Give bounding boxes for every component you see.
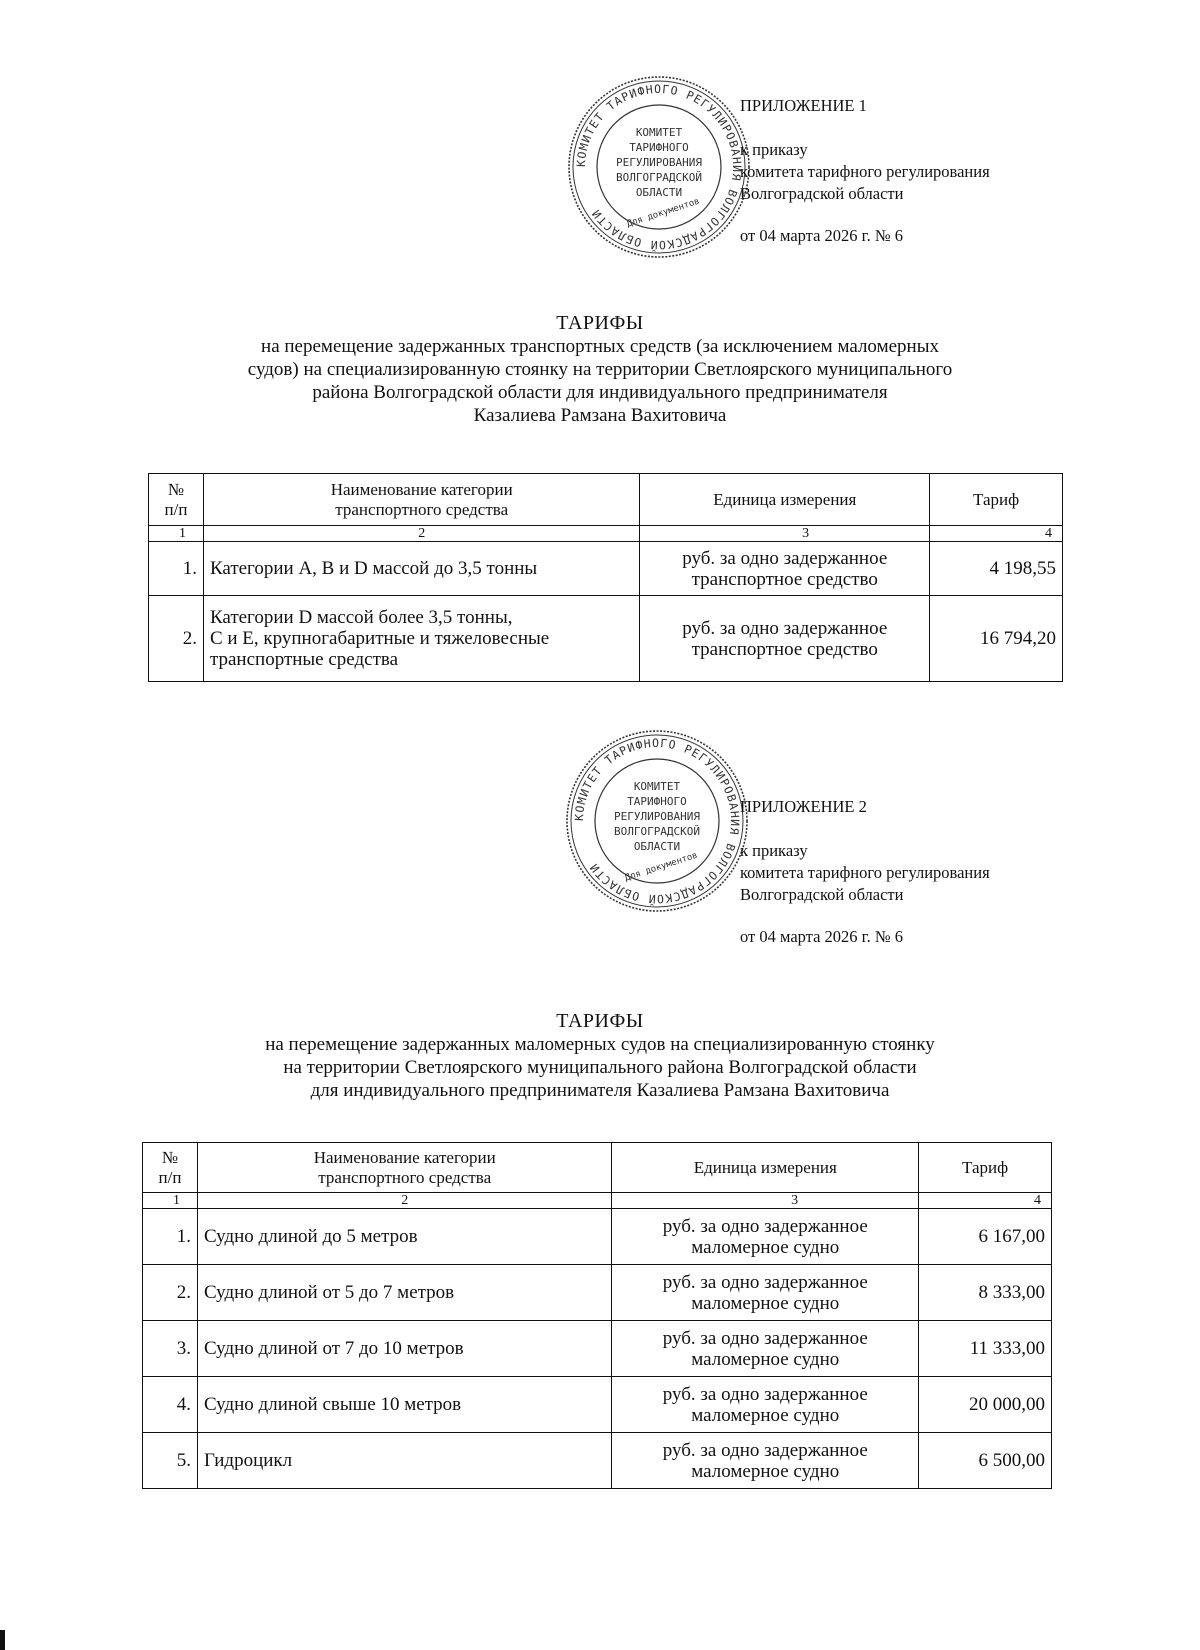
svg-text:КОМИТЕТ: КОМИТЕТ [635,126,683,139]
row-tariff: 6 167,00 [919,1209,1052,1265]
title-line: судов) на специализированную стоянку на территории Светлоярского муниципального [247,359,953,380]
row-tariff: 8 333,00 [919,1265,1052,1321]
tariffs-table-1 [148,473,1063,682]
table-row [149,542,1063,596]
table-row [143,1433,1052,1489]
official-seal-stamp [562,726,752,916]
index-cell: 2 [197,1193,611,1209]
row-unit: руб. за одно задержанное транспортное средство [640,542,930,596]
appendix-1-line: к приказу [740,140,808,159]
appendix-1-line: комитета тарифного регулирования [740,162,990,181]
svg-text:Для документов: Для документов [623,850,700,884]
table-header-row [143,1143,1052,1193]
appendix-2-title: ПРИЛОЖЕНИЕ 2 [740,797,867,816]
svg-text:КОМИТЕТ ТАРИФНОГО РЕГУЛИРОВАНИ: КОМИТЕТ ТАРИФНОГО РЕГУЛИРОВАНИЯ ВОЛГОГРАДСКОЙ ОБЛАСТИ [571,735,743,907]
row-num: 3. [143,1321,198,1377]
row-unit: руб. за одно задержанное транспортное средство [640,596,930,682]
row-category: Судно длиной от 5 до 7 метров [197,1265,611,1321]
row-unit: руб. за одно задержанное маломерное судно [612,1265,919,1321]
appendix-2-date: от 04 марта 2026 г. № 6 [740,927,903,946]
row-tariff: 20 000,00 [919,1377,1052,1433]
header-name: Наименование категории транспортного средства [197,1143,611,1193]
index-cell: 1 [143,1193,198,1209]
tariffs-table-2 [142,1142,1052,1489]
row-unit: руб. за одно задержанное маломерное судно [612,1377,919,1433]
row-category: Категории A, B и D массой до 3,5 тонны [203,542,639,596]
header-tariff: Тариф [930,474,1063,526]
index-cell: 4 [919,1193,1052,1209]
header-num: № п/п [149,474,204,526]
row-num: 2. [149,596,204,682]
title-line: на перемещение задержанных маломерных судов на специализированную стоянку [265,1034,935,1055]
row-tariff: 11 333,00 [919,1321,1052,1377]
row-unit: руб. за одно задержанное маломерное судно [612,1321,919,1377]
index-cell: 3 [640,526,930,542]
svg-text:КОМИТЕТ ТАРИФНОГО РЕГУЛИРОВАНИ: КОМИТЕТ ТАРИФНОГО РЕГУЛИРОВАНИЯ ВОЛГОГРАДСКОЙ ОБЛАСТИ [573,81,745,253]
title-heading: ТАРИФЫ [556,312,644,334]
header-name: Наименование категории транспортного средства [203,474,639,526]
row-num: 5. [143,1433,198,1489]
title-line: района Волгоградской области для индивидуального предпринимателя [312,382,888,403]
svg-text:РЕГУЛИРОВАНИЯ: РЕГУЛИРОВАНИЯ [615,156,703,169]
row-tariff: 6 500,00 [919,1433,1052,1489]
table-row [143,1377,1052,1433]
official-seal-stamp [564,72,754,262]
appendix-2-line: комитета тарифного регулирования [740,863,990,882]
row-num: 2. [143,1265,198,1321]
appendix-2-line: к приказу [740,841,808,860]
row-num: 4. [143,1377,198,1433]
svg-text:ВОЛГОГРАДСКОЙ: ВОЛГОГРАДСКОЙ [615,171,703,184]
title-line: на территории Светлоярского муниципального района Волгоградской области [283,1057,917,1078]
index-cell: 2 [203,526,639,542]
column-index-row [149,526,1063,542]
svg-text:ОБЛАСТИ: ОБЛАСТИ [635,186,683,199]
row-unit: руб. за одно задержанное маломерное судно [612,1433,919,1489]
row-category: Судно длиной от 7 до 10 метров [197,1321,611,1377]
tariffs-title-2 [0,1010,1200,1102]
index-cell: 3 [612,1193,919,1209]
svg-text:ТАРИФНОГО: ТАРИФНОГО [629,141,689,154]
svg-text:Для документов: Для документов [625,196,702,230]
appendix-1-line: Волгоградской области [740,184,904,203]
row-unit: руб. за одно задержанное маломерное судно [612,1209,919,1265]
svg-text:ТАРИФНОГО: ТАРИФНОГО [627,795,687,808]
appendix-2-header [740,796,990,948]
svg-text:КОМИТЕТ: КОМИТЕТ [633,780,681,793]
row-num: 1. [149,542,204,596]
svg-text:РЕГУЛИРОВАНИЯ: РЕГУЛИРОВАНИЯ [613,810,701,823]
row-category: Гидроцикл [197,1433,611,1489]
column-index-row [143,1193,1052,1209]
scan-edge-mark [0,1630,5,1650]
row-tariff: 16 794,20 [930,596,1063,682]
header-tariff: Тариф [919,1143,1052,1193]
header-unit: Единица измерения [612,1143,919,1193]
index-cell: 1 [149,526,204,542]
table-header-row [149,474,1063,526]
index-cell: 4 [930,526,1063,542]
title-heading: ТАРИФЫ [556,1010,644,1032]
svg-text:ОБЛАСТИ: ОБЛАСТИ [633,840,681,853]
tariffs-title-1 [0,312,1200,427]
table-row [149,596,1063,682]
title-line: для индивидуального предпринимателя Казалиева Рамзана Вахитовича [310,1080,890,1101]
row-tariff: 4 198,55 [930,542,1063,596]
appendix-1-header [740,95,990,247]
title-line: на перемещение задержанных транспортных средств (за исключением маломерных [261,336,939,357]
header-unit: Единица измерения [640,474,930,526]
table-row [143,1265,1052,1321]
table-row [143,1209,1052,1265]
appendix-1-date: от 04 марта 2026 г. № 6 [740,226,903,245]
appendix-2-line: Волгоградской области [740,885,904,904]
row-num: 1. [143,1209,198,1265]
title-line: Казалиева Рамзана Вахитовича [473,405,727,426]
row-category: Судно длиной свыше 10 метров [197,1377,611,1433]
row-category: Категории D массой более 3,5 тонны, C и E, крупногабаритные и тяжеловесные транспортные средства [203,596,639,682]
table-row [143,1321,1052,1377]
row-category: Судно длиной до 5 метров [197,1209,611,1265]
svg-text:ВОЛГОГРАДСКОЙ: ВОЛГОГРАДСКОЙ [613,825,701,838]
header-num: № п/п [143,1143,198,1193]
appendix-1-title: ПРИЛОЖЕНИЕ 1 [740,96,867,115]
